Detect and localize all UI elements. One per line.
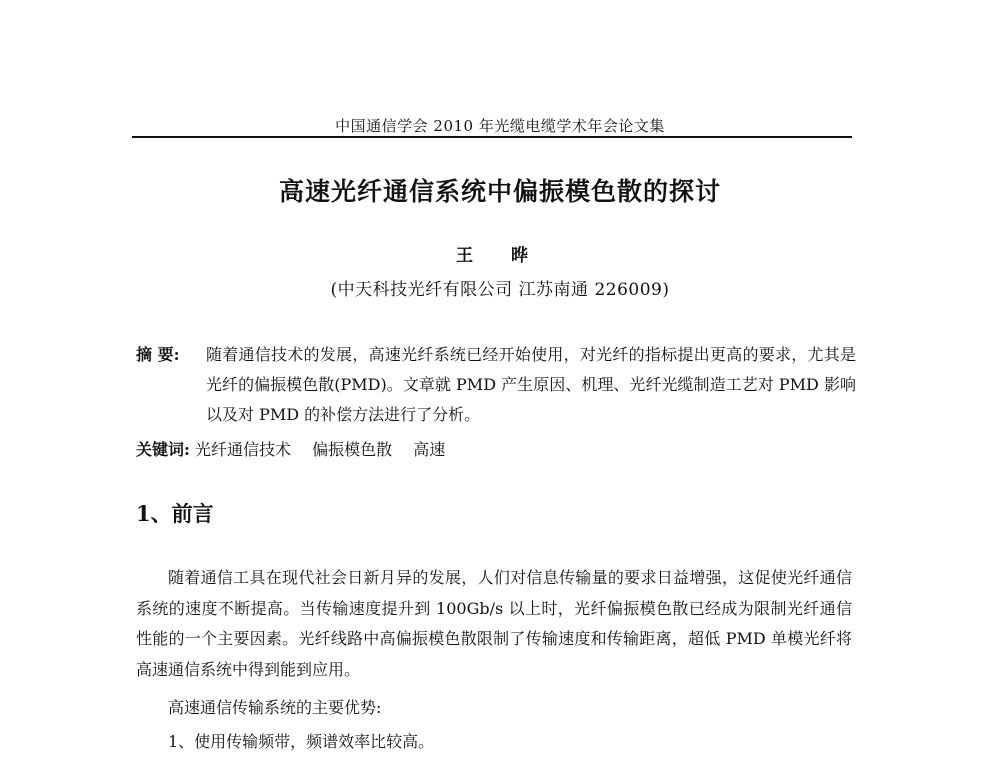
advantages-intro: 高速通信传输系统的主要优势: <box>168 698 382 717</box>
running-header: 中国通信学会 2010 年光缆电缆学术年会论文集 <box>335 117 665 135</box>
abstract-text: 随着通信技术的发展，高速光纤系统已经开始使用，对光纤的指标提出更高的要求，尤其是光纤的偏振模色散(PMD)。文章就 PMD 产生原因、机理、光纤光缆制造工艺对 PMD 影响以及对 PMD 的补偿方法进行了分析。 <box>206 345 856 424</box>
author-affiliation: (中天科技光纤有限公司 江苏南通 226009) <box>330 280 670 300</box>
paper-title: 高速光纤通信系统中偏振模色散的探讨 <box>278 177 721 206</box>
keywords-block <box>136 435 856 465</box>
abstract-label: 摘 要: <box>136 345 180 364</box>
section-heading: 1、前言 <box>136 501 214 526</box>
keywords-label: 关键词: <box>136 440 190 459</box>
keyword-item: 光纤通信技术 <box>195 440 292 459</box>
keyword-item: 高速 <box>413 440 446 459</box>
author-name: 王 晔 <box>456 246 544 266</box>
intro-paragraph: 随着通信工具在现代社会日新月异的发展，人们对信息传输量的要求日益增强，这促使光纤通信系统的速度不断提高。当传输速度提升到 100Gb/s 以上时，光纤偏振模色散已经成为限制光纤通信性能的一个主要因素。光纤线路中高偏振模色散限制了传输速度和传输距离，超低 PMD 单模光纤将高速通信系统中得到能到应用。 <box>136 568 852 679</box>
header-rule <box>132 136 852 138</box>
advantage-item: 1、使用传输频带，频谱效率比较高。 <box>168 732 435 751</box>
keyword-item: 偏振模色散 <box>312 440 393 459</box>
